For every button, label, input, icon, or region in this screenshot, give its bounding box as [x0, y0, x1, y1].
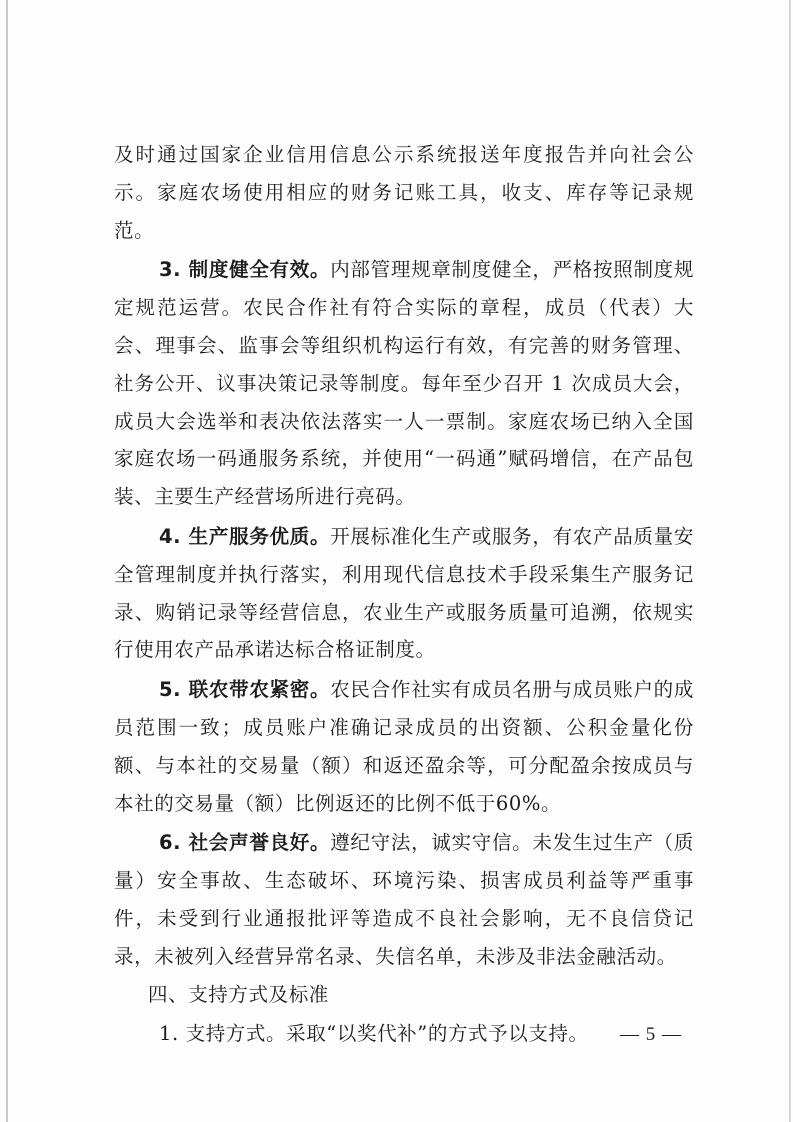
paragraph-farmer-linkage	[114, 671, 694, 822]
paragraph-support-method	[114, 1015, 694, 1053]
left-scan-edge	[6, 0, 8, 1122]
paragraph-lead: 1. 支持方式。	[159, 1022, 287, 1046]
paragraph-continuation	[114, 136, 694, 249]
paragraph-lead: 5. 联农带农紧密。	[159, 678, 331, 702]
paragraph-institutions	[114, 251, 694, 516]
page-number: — 5 —	[620, 1024, 682, 1045]
paragraph-text: 遵纪守法，诚实守信。未发生过生产（质量）安全事故、生态破坏、环境污染、损害成员利益等严重事件，未受到行业通报批评等造成不良社会影响，无不良信贷记录，未被列入经营异常名录、失信名单，未涉及非法金融活动。	[114, 831, 694, 968]
document-body	[114, 136, 694, 1053]
paragraph-text: 开展标准化生产或服务，有农产品质量安全管理制度并执行落实，利用现代信息技术手段采集生产服务记录、购销记录等经营信息，农业生产或服务质量可追溯，依规实行使用农产品承诺达标合格证制度。	[114, 524, 694, 662]
paragraph-lead: 3. 制度健全有效。	[159, 258, 331, 282]
section-heading: 四、支持方式及标准	[148, 982, 329, 1006]
paragraph-lead: 4. 生产服务优质。	[159, 524, 331, 548]
paragraph-text: 及时通过国家企业信用信息公示系统报送年度报告并向社会公示。家庭农场使用相应的财务记账工具，收支、库存等记录规范。	[114, 143, 694, 242]
right-scan-edge	[789, 0, 791, 1122]
paragraph-lead: 6. 社会声誉良好。	[159, 831, 331, 855]
paragraph-production-service	[114, 518, 694, 669]
paragraph-text: 采取“以奖代补”的方式予以支持。	[286, 1022, 589, 1046]
paragraph-social-reputation	[114, 824, 694, 975]
paragraph-text: 农民合作社实有成员名册与成员账户的成员范围一致；成员账户准确记录成员的出资额、公积金量化份额、与本社的交易量（额）和返还盈余等，可分配盈余按成员与本社的交易量（额）比例返还的比例不低于60%。	[114, 678, 694, 815]
paragraph-text: 内部管理规章制度健全，严格按照制度规定规范运营。农民合作社有符合实际的章程，成员（代表）大会、理事会、监事会等组织机构运行有效，有完善的财务管理、社务公开、议事决策记录等制度。每年至少召开 1 次成员大会，成员大会选举和表决依法落实一人一票制。家庭农场已纳入全国家庭农场一码通服务系统，并使用“一码通”赋码增信，在产品包装、主要生产经营场所进行亮码。	[114, 258, 694, 509]
